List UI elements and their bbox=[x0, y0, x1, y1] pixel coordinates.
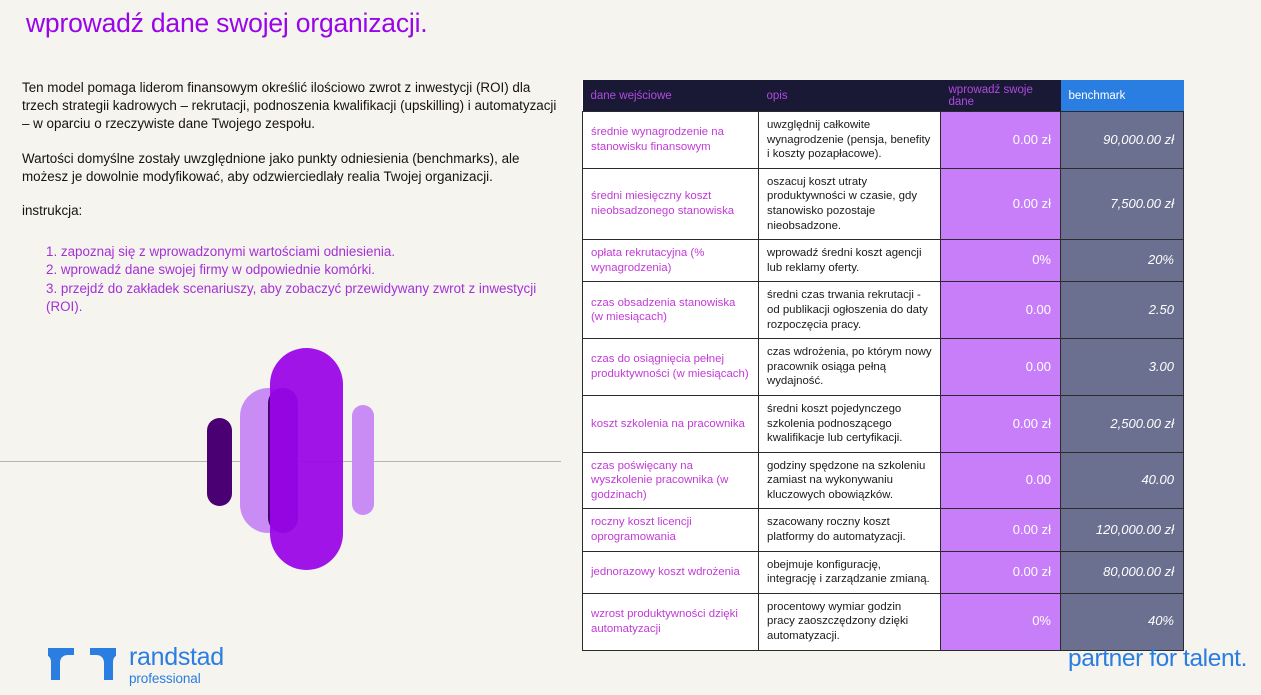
input-data-table bbox=[582, 80, 1184, 651]
row-description-cell: godziny spędzone na szkoleniu zamiast na wykonywaniu kluczowych obowiązków. bbox=[759, 452, 941, 509]
table-row bbox=[583, 395, 1184, 452]
row-benchmark-cell: 2.50 bbox=[1061, 282, 1184, 339]
row-user-input-cell[interactable]: 0.00 bbox=[941, 452, 1061, 509]
row-user-input-cell[interactable]: 0.00 zł bbox=[941, 551, 1061, 593]
column-header-benchmark: benchmark bbox=[1061, 80, 1184, 112]
intro-text-block bbox=[22, 79, 562, 316]
row-benchmark-cell: 120,000.00 zł bbox=[1061, 509, 1184, 551]
instructions-list bbox=[22, 243, 562, 316]
row-description-cell: szacowany roczny koszt platformy do automatyzacji. bbox=[759, 509, 941, 551]
row-description-cell: obejmuje konfigurację, integrację i zarządzanie zmianą. bbox=[759, 551, 941, 593]
row-user-input-cell[interactable]: 0% bbox=[941, 240, 1061, 282]
table-row bbox=[583, 509, 1184, 551]
intro-paragraph-2: Wartości domyślne zostały uwzględnione jako punkty odniesienia (benchmarks), ale możesz je dowolnie modyfikować, aby odzwierciedlały realia Twojej organizacji. bbox=[22, 150, 520, 184]
table-row bbox=[583, 452, 1184, 509]
row-user-input-cell[interactable]: 0.00 bbox=[941, 339, 1061, 396]
row-label-cell: średnie wynagrodzenie na stanowisku finansowym bbox=[583, 112, 759, 169]
table-row bbox=[583, 168, 1184, 239]
table-row bbox=[583, 240, 1184, 282]
brand-name: randstad bbox=[129, 643, 224, 671]
row-label-cell: koszt szkolenia na pracownika bbox=[583, 395, 759, 452]
table-header bbox=[583, 80, 1184, 112]
input-data-table-container bbox=[582, 80, 1184, 651]
row-description-cell: średni koszt pojedynczego szkolenia podnoszącego kwalifikacje lub certyfikacji. bbox=[759, 395, 941, 452]
row-benchmark-cell: 40% bbox=[1061, 593, 1184, 650]
row-label-cell: czas poświęcany na wyszkolenie pracownika (w godzinach) bbox=[583, 452, 759, 509]
table-row bbox=[583, 593, 1184, 650]
row-user-input-cell[interactable]: 0.00 zł bbox=[941, 168, 1061, 239]
randstad-logo bbox=[48, 645, 224, 686]
row-user-input-cell[interactable]: 0.00 zł bbox=[941, 509, 1061, 551]
row-user-input-cell[interactable]: 0% bbox=[941, 593, 1061, 650]
row-benchmark-cell: 2,500.00 zł bbox=[1061, 395, 1184, 452]
instructions-label: instrukcja: bbox=[22, 203, 83, 219]
instruction-item-2: 2. wprowadź dane swojej firmy w odpowiednie komórki. bbox=[46, 262, 375, 278]
row-benchmark-cell: 40.00 bbox=[1061, 452, 1184, 509]
row-user-input-cell[interactable]: 0.00 bbox=[941, 282, 1061, 339]
row-benchmark-cell: 90,000.00 zł bbox=[1061, 112, 1184, 169]
randstad-wordmark bbox=[129, 645, 224, 686]
row-description-cell: procentowy wymiar godzin pracy zaoszczędzony dzięki automatyzacji. bbox=[759, 593, 941, 650]
table-body bbox=[583, 112, 1184, 651]
row-label-cell: opłata rekrutacyjna (% wynagrodzenia) bbox=[583, 240, 759, 282]
table-row bbox=[583, 282, 1184, 339]
table-row bbox=[583, 112, 1184, 169]
row-description-cell: czas wdrożenia, po którym nowy pracownik osiąga pełną wydajność. bbox=[759, 339, 941, 396]
page-title: wprowadź dane swojej organizacji. bbox=[26, 8, 428, 38]
column-header-label: dane wejściowe bbox=[583, 80, 759, 112]
row-user-input-cell[interactable]: 0.00 zł bbox=[941, 112, 1061, 169]
footer-tagline: partner for talent. bbox=[1068, 645, 1247, 672]
column-header-description: opis bbox=[759, 80, 941, 112]
pill-shape-dark-small bbox=[207, 418, 232, 506]
pill-shape-violet-large bbox=[270, 348, 343, 570]
row-description-cell: średni czas trwania rekrutacji - od publikacji ogłoszenia do daty rozpoczęcia pracy. bbox=[759, 282, 941, 339]
row-user-input-cell[interactable]: 0.00 zł bbox=[941, 395, 1061, 452]
row-label-cell: wzrost produktywności dzięki automatyzacji bbox=[583, 593, 759, 650]
row-description-cell: uwzględnij całkowite wynagrodzenie (pensja, benefity i koszty pozapłacowe). bbox=[759, 112, 941, 169]
row-benchmark-cell: 3.00 bbox=[1061, 339, 1184, 396]
row-label-cell: średni miesięczny koszt nieobsadzonego stanowiska bbox=[583, 168, 759, 239]
table-row bbox=[583, 551, 1184, 593]
row-description-cell: oszacuj koszt utraty produktywności w czasie, gdy stanowisko pozostaje nieobsadzone. bbox=[759, 168, 941, 239]
table-header-row bbox=[583, 80, 1184, 112]
brand-subtitle: professional bbox=[129, 671, 201, 686]
instruction-item-1: 1. zapoznaj się z wprowadzonymi wartościami odniesienia. bbox=[46, 244, 396, 260]
decorative-pill-graphic bbox=[190, 330, 420, 580]
table-row bbox=[583, 339, 1184, 396]
randstad-tulip-icon bbox=[48, 648, 116, 685]
row-label-cell: czas do osiągnięcia pełnej produktywności (w miesiącach) bbox=[583, 339, 759, 396]
row-benchmark-cell: 80,000.00 zł bbox=[1061, 551, 1184, 593]
instruction-item-3: 3. przejdź do zakładek scenariuszy, aby zobaczyć przewidywany zwrot z inwestycji (ROI). bbox=[46, 280, 537, 314]
row-label-cell: roczny koszt licencji oprogramowania bbox=[583, 509, 759, 551]
row-label-cell: jednorazowy koszt wdrożenia bbox=[583, 551, 759, 593]
row-benchmark-cell: 7,500.00 zł bbox=[1061, 168, 1184, 239]
column-header-user-input: wprowadź swoje dane bbox=[941, 80, 1061, 112]
row-description-cell: wprowadź średni koszt agencji lub reklamy oferty. bbox=[759, 240, 941, 282]
intro-paragraph-1: Ten model pomaga liderom finansowym określić ilościowo zwrot z inwestycji (ROI) dla trzech strategii kadrowych – rekrutacji, podnoszenia kwalifikacji (upskilling) i automatyzacji – w oparciu o rzeczywiste dane Twojego zespołu. bbox=[22, 80, 557, 132]
row-label-cell: czas obsadzenia stanowiska (w miesiącach) bbox=[583, 282, 759, 339]
pill-shape-lavender-small bbox=[352, 405, 374, 515]
row-benchmark-cell: 20% bbox=[1061, 240, 1184, 282]
